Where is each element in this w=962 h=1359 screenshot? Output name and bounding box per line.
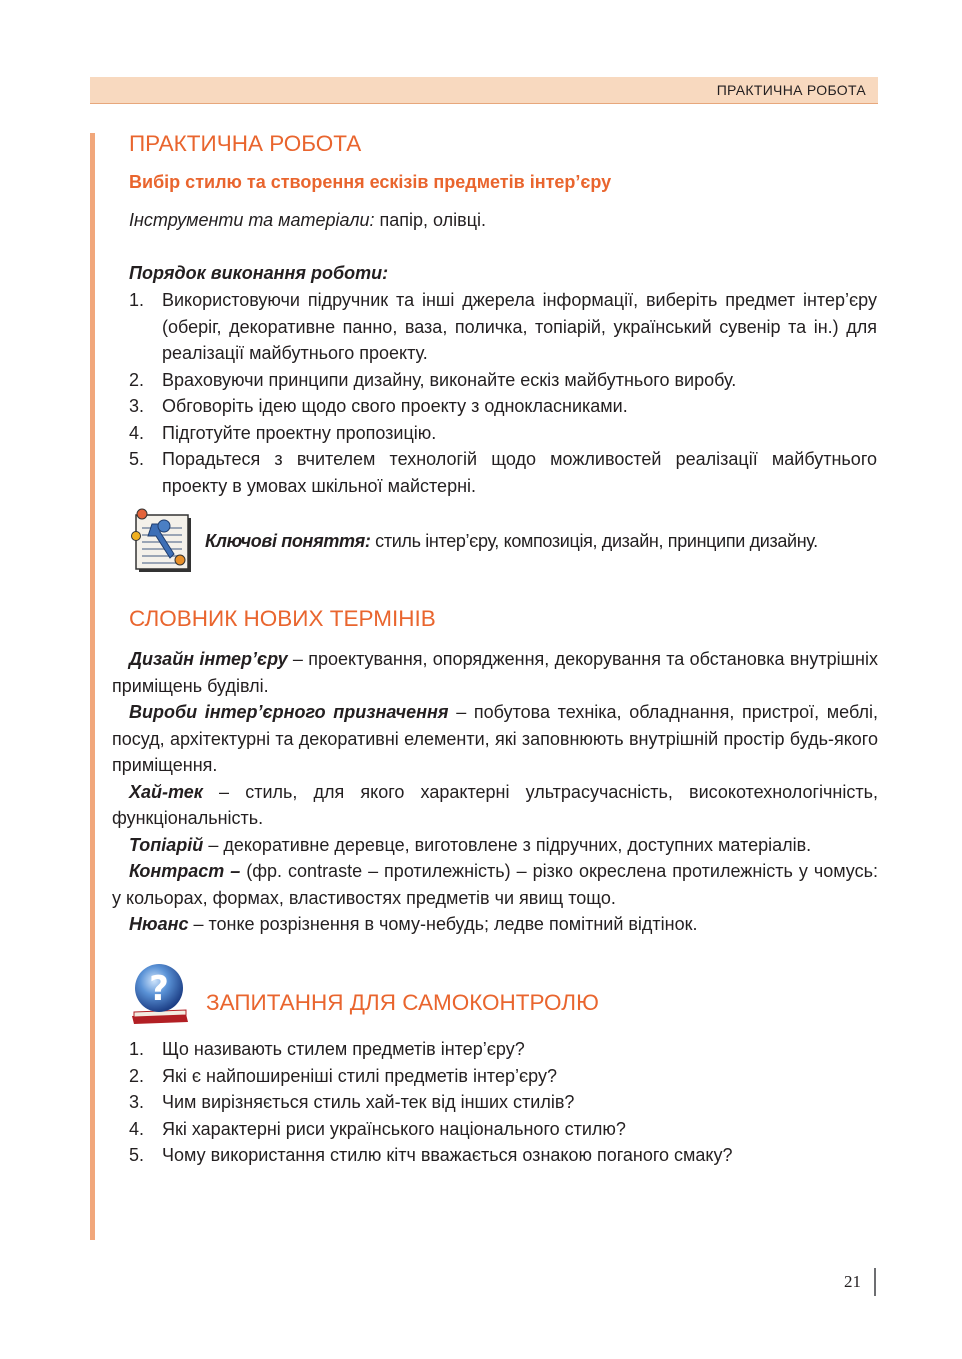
term-name: Дизайн інтер’єру [129, 649, 288, 669]
key-concepts-label: Ключові поняття: [205, 531, 371, 551]
term-definition: – стиль, для якого характерні ультрасучасність, високотехнологічність, функціональність. [112, 781, 878, 828]
term-name: Топіарій [129, 834, 204, 855]
list-item [129, 367, 877, 394]
list-item-number: 3. [129, 396, 145, 416]
document-tools-icon [130, 508, 194, 574]
glossary-term [112, 779, 878, 832]
practical-heading: ПРАКТИЧНА РОБОТА [129, 131, 362, 156]
term-name: Вироби інтер’єрного призначення [129, 702, 449, 722]
list-item-text: Які характерні риси українського національного стилю? [162, 1118, 626, 1139]
term-name: Контраст – [129, 861, 241, 881]
term-definition: – декоративне деревце, виготовлене з підручних, доступних матеріалів. [203, 834, 812, 855]
question-book-icon [128, 960, 192, 1028]
glossary-term [112, 911, 878, 938]
glossary-heading: СЛОВНИК НОВИХ ТЕРМІНІВ [129, 606, 436, 631]
list-item-number: 3. [129, 1092, 145, 1112]
list-item-text: Що називають стилем предметів інтер’єру? [162, 1039, 525, 1059]
list-item [129, 1036, 877, 1063]
list-item [129, 393, 877, 420]
glossary-term [112, 858, 878, 911]
list-item-text: Обговоріть ідею щодо свого проекту з однокласниками. [162, 396, 628, 416]
tools-line [129, 207, 486, 234]
tools-label: Інструменти та матеріали: [129, 210, 375, 230]
list-item [129, 1116, 877, 1143]
list-item-text: Чим вирізняється стиль хай-тек від інших стилів? [162, 1092, 575, 1112]
list-item-number: 2. [129, 1065, 145, 1086]
glossary-term [112, 646, 878, 699]
term-name: Хай-тек [129, 781, 203, 802]
procedure-label: Порядок виконання роботи: [129, 263, 389, 283]
term-definition: – тонке розрізнення в чому-небудь; ледве помітний відтінок. [188, 914, 698, 934]
page-number-rule [874, 1268, 876, 1296]
list-item-number: 4. [129, 1118, 145, 1139]
list-item [129, 287, 877, 367]
questions-list [129, 1036, 877, 1169]
glossary-term [112, 832, 878, 859]
list-item [129, 1142, 877, 1169]
list-item-number: 1. [129, 290, 145, 310]
practical-subtitle: Вибір стилю та створення ескізів предметів інтер’єру [129, 172, 612, 192]
questions-heading: ЗАПИТАННЯ ДЛЯ САМОКОНТРОЛЮ [206, 990, 599, 1015]
glossary-body [112, 646, 878, 938]
list-item-text: Порадьтеся з вчителем технологій щодо можливостей реалізації майбутнього проекту в умовах шкільної майстерні. [162, 449, 877, 496]
term-definition: – проектування, опорядження, декорування та обстановка внутрішніх приміщень будівлі. [112, 649, 878, 696]
list-item-number: 1. [129, 1039, 145, 1059]
list-item-number: 5. [129, 449, 145, 469]
list-item [129, 1089, 877, 1116]
running-header [90, 77, 878, 104]
procedure-list [129, 287, 877, 499]
list-item-text: Враховуючи принципи дизайну, виконайте ескіз майбутнього виробу. [162, 369, 737, 390]
key-concepts-line [205, 528, 818, 555]
key-concepts-value: стиль інтер’єру, композиція, дизайн, принципи дизайну. [370, 531, 818, 551]
list-item [129, 420, 877, 447]
svg-text:?: ? [149, 969, 169, 1009]
list-item-text: Підготуйте проектну пропозицію. [162, 422, 437, 443]
side-accent-bar [90, 133, 95, 1240]
tools-value: папір, олівці. [374, 210, 487, 230]
term-name: Нюанс [129, 914, 189, 934]
list-item [129, 446, 877, 499]
list-item-text: Які є найпоширеніші стилі предметів інтер’єру? [162, 1065, 557, 1086]
running-header-title: ПРАКТИЧНА РОБОТА [716, 82, 866, 98]
list-item-text: Чому використання стилю кітч вважається ознакою поганого смаку? [162, 1145, 733, 1165]
term-definition: – побутова техніка, обладнання, пристрої, меблі, посуд, архітектурні та декоративні елементи, які заповнюють внутрішній простір будь-якого приміщення. [112, 702, 878, 775]
term-definition: (фр. contraste – протилежність) – різко окреслена протилежність у чомусь: у кольорах, формах, властивостях предметів чи явищ тощо. [112, 861, 878, 908]
list-item-number: 5. [129, 1145, 145, 1165]
list-item [129, 1063, 877, 1090]
page-number: 21 [844, 1272, 861, 1291]
list-item-number: 4. [129, 422, 145, 443]
glossary-term [112, 699, 878, 779]
list-item-number: 2. [129, 369, 145, 390]
list-item-text: Використовуючи підручник та інші джерела інформації, виберіть предмет інтер’єру (оберіг, декоративне панно, ваза, поличка, топіарій, український сувенір та ін.) для реалізації майбутнього проекту. [162, 290, 877, 363]
